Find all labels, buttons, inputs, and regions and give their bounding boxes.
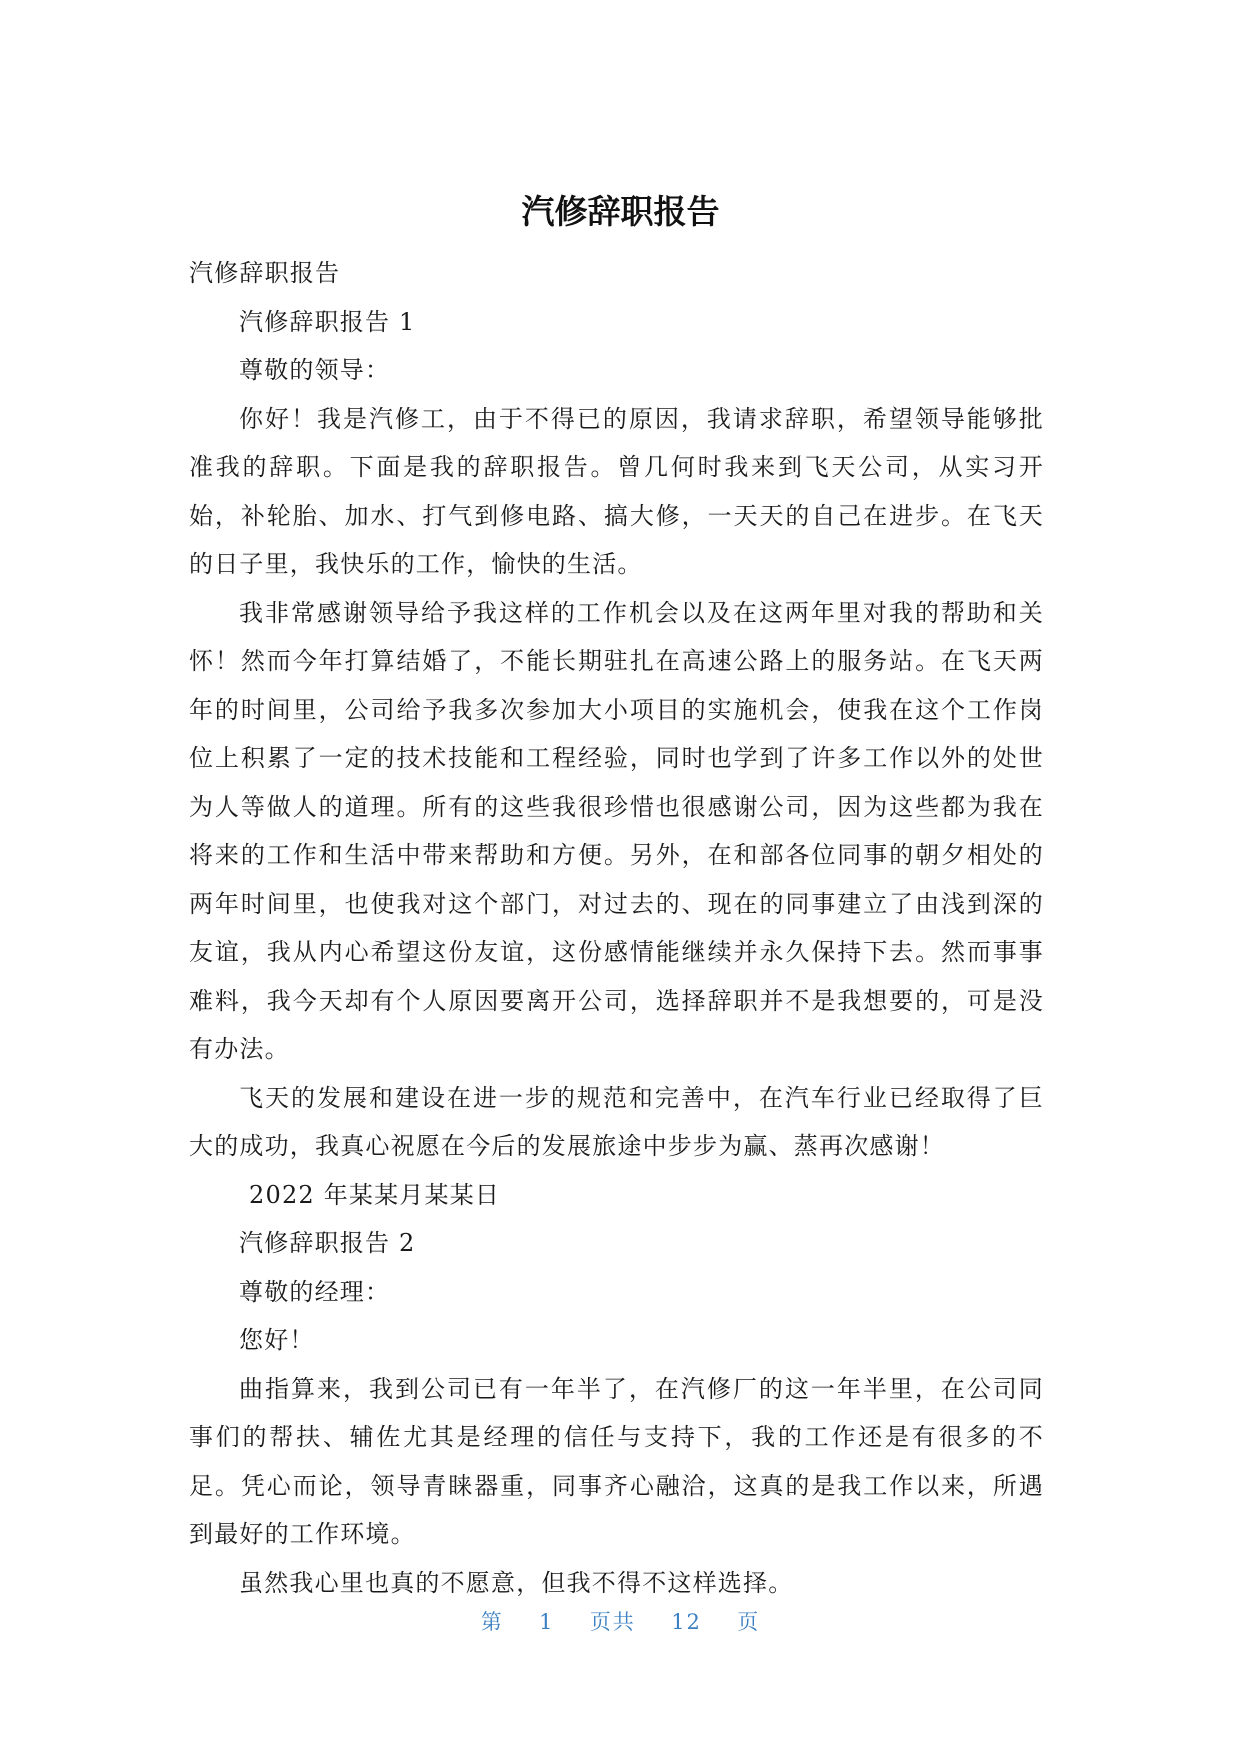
footer-current-page: 1 [539, 1610, 555, 1634]
section-heading-2: 汽修辞职报告 2 [239, 1229, 416, 1257]
footer-total-pages: 12 [671, 1610, 702, 1634]
body-paragraph: 飞天的发展和建设在进一步的规范和完善中，在汽车行业已经取得了巨大的成功，我真心祝愿在今后的发展旅途中步步为赢、蒸再次感谢！ [189, 1083, 1044, 1160]
date-line: 2022 年某某月某某日 [249, 1180, 501, 1209]
section-heading-1: 汽修辞职报告 1 [239, 307, 416, 336]
footer-prefix: 第 [480, 1610, 504, 1634]
greeting: 您好！ [239, 1326, 315, 1354]
footer-suffix: 页 [737, 1610, 761, 1634]
footer-middle: 页共 [589, 1610, 636, 1634]
salutation-1: 尊敬的领导： [239, 356, 391, 384]
body-paragraph: 曲指算来，我到公司已有一年半了，在汽修厂的这一年半里，在公司同事们的帮扶、辅佐尤其是经理的信任与支持下，我的工作还是有很多的不足。凭心而论，领导青睐器重，同事齐心融洽，这真的是我工作以来，所遇到最好的工作环境。 [189, 1374, 1044, 1548]
body-paragraph: 虽然我心里也真的不愿意，但我不得不这样选择。 [239, 1568, 794, 1597]
body-paragraph: 你好！我是汽修工，由于不得已的原因，我请求辞职，希望领导能够批准我的辞职。下面是我的辞职报告。曾几何时我来到飞天公司，从实习开始，补轮胎、加水、打气到修电路、搞大修，一天天的自己在进步。在飞天的日子里，我快乐的工作，愉快的生活。 [189, 404, 1044, 578]
subtitle-paragraph: 汽修辞职报告 [189, 259, 341, 287]
document-body [189, 249, 1044, 1607]
body-paragraph: 我非常感谢领导给予我这样的工作机会以及在这两年里对我的帮助和关怀！然而今年打算结婚了，不能长期驻扎在高速公路上的服务站。在飞天两年的时间里，公司给予我多次参加大小项目的实施机会，使我在这个工作岗位上积累了一定的技术技能和工程经验，同时也学到了许多工作以外的处世为人等做人的道理。所有的这些我很珍惜也很感谢公司，因为这些都为我在将来的工作和生活中带来帮助和方便。另外，在和部各位同事的朝夕相处的两年时间里，也使我对这个部门，对过去的、现在的同事建立了由浅到深的友谊，我从内心希望这份友谊，这份感情能继续并永久保持下去。然而事事难料，我今天却有个人原因要离开公司，选择辞职并不是我想要的，可是没有办法。 [189, 598, 1044, 1063]
salutation-2: 尊敬的经理： [239, 1277, 391, 1306]
page-number-footer [0, 1608, 1241, 1636]
document-title: 汽修辞职报告 [521, 192, 720, 231]
